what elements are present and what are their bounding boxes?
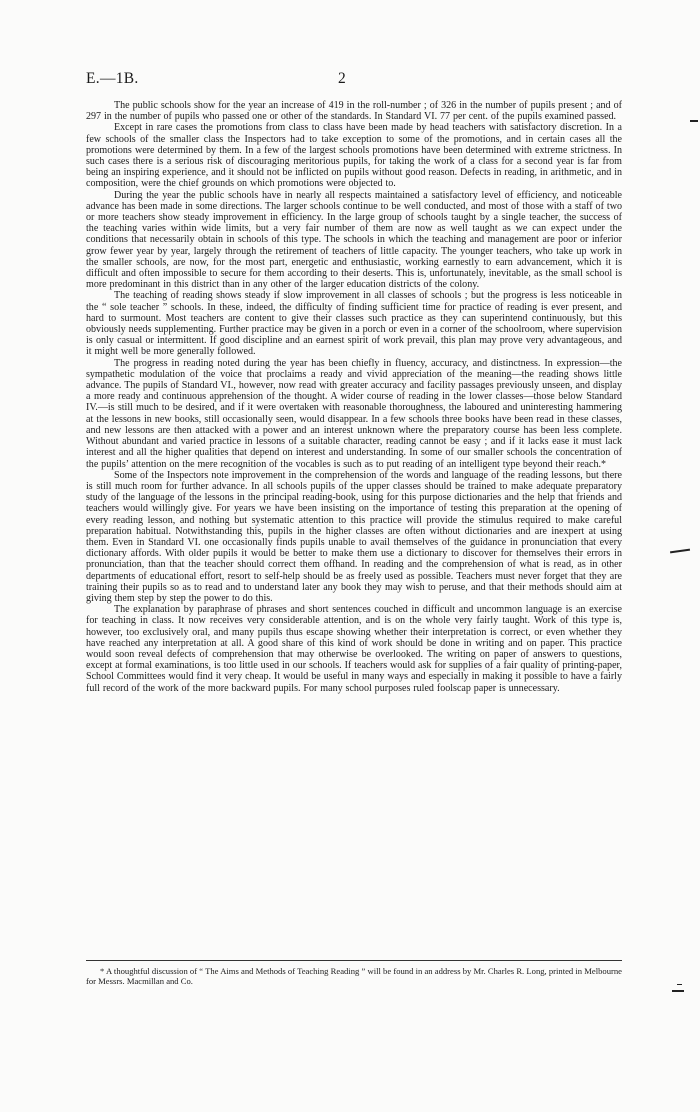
paragraph-promotions: Except in rare cases the promotions from class to class have been made by head teachers with satisfactory discretion. In a few schools of the smaller class the Inspectors had to take exception to some of the promotions, and in certain cases all the promotions were determined by them. In a few of the largest schools promotions have been determined with extreme strictness. In such cases there is a serious risk of discouraging meritorious pupils, for taking the work of a class for a second year is far from being an inspiring experience, and it should not be inflicted on pupils without good reason. Defects in reading, in arithmetic, and in composition, were the chief grounds on which promotions were objected to. — [86, 122, 623, 190]
margin-mark — [690, 120, 698, 122]
body-text — [86, 100, 622, 694]
footnote-divider — [86, 960, 622, 961]
paragraph-efficiency: During the year the public schools have in nearly all respects maintained a satisfactory level of efficiency, and noticeable advance has been made in some directions. The larger schools continue to be well conducted, and most of those with a staff of two or more teachers show steady improvement in efficiency. In the large group of schools taught by a single teacher, the success of the teaching varies within wide limits, but a very fair number of them are now as well taught as we can expect under the conditions that necessarily obtain in schools of this type. The schools in which the teaching and management are poor or inferior grow fewer year by year, largely through the retirement of teachers of little capacity. The younger teachers, who take up work in the smaller schools, are now, for the most part, energetic and enthusiastic, working earnestly to earn advancement, which it is difficult and often impossible to secure for them according to their deserts. This is, unfortunately, inevitable, as the small school is more predominant in this district than in any other of the larger education districts of the colony. — [86, 189, 622, 291]
paragraph-reading-progress: The progress in reading noted during the year has been chiefly in fluency, accuracy, and distinctness. In expression—the sympathetic modulation of the voice that proclaims a ready and vivid appreciation of the meaning—the reading shows little advance. The pupils of Standard VI., however, now read with greater accuracy and facility passages previously unseen, and display a more ready and continuous apprehension of the thought. A wider course of reading in the lower classes—those below Standard IV.—is still much to be desired, and if it were overtaken with reasonable thoroughness, the laboured and uninteresting hammering at the lessons in new books, still occasionally seen, would disappear. In a few schools three books have been read in these classes, and new lessons are then attacked with a power and an interest unknown where the preparatory course has been less complete. Without abundant and varied practice in lessons of a suitable character, reading cannot be easy ; and if it lacks ease it must lack interest and all the higher qualities that depend on interest and understanding. In some of our smaller schools the concentration of the pupils’ attention on the mere recognition of the vocables is such as to put reading of an intelligent type beyond their reach.* — [86, 357, 622, 470]
paragraph-paraphrase: The explanation by paraphrase of phrases and short sentences couched in difficult and uncommon language is an exercise for teaching in class. It now receives very considerable attention, and is on the whole very fairly taught. Work of this type is, however, too exclusively oral, and many pupils thus escape showing whether their interpretation is correct, or even whether they have reached any interpretation at all. A good share of this kind of work should be done in writing and on paper. This practice would soon reveal defects of comprehension that may otherwise be overlooked. The writing on paper of answers to questions, except at formal examinations, is too little used in our schools. If teachers would ask for supplies of a fair quality of printing-paper, School Committees would find it very cheap. It would be useful in many ways and especially in making it possible to have a fairly full record of the work of the more backward pupils. For many school purposes ruled foolscap paper is unnecessary. — [86, 604, 622, 694]
document-reference: E.—1B. — [86, 70, 139, 87]
footnote: * A thoughtful discussion of “ The Aims and Methods of Teaching Reading ” will be found in an address by Mr. Charles R. Long, printed in Melbourne for Messrs. Macmillan and Co. — [86, 966, 622, 987]
paragraph-teaching-of-reading: The teaching of reading shows steady if slow improvement in all classes of schools ; but the progress is less noticeable in the “ sole teacher ” schools. In these, indeed, the difficulty of finding sufficient time for practice of reading is ever present, and hard to surmount. Most teachers are content to give their classes such practice as they can superintend continuously, but this obviously needs supplementing. Further practice may be given in a porch or even in a corner of the schoolroom, where supervision is only casual or intermittent. If good discipline and an earnest spirit of work prevail, this plan may prove very advantageous, and it might well be more generally followed. — [86, 290, 622, 358]
paragraph-comprehension: Some of the Inspectors note improvement in the comprehension of the words and language of the reading lessons, but there is still much room for further advance. In all schools pupils of the upper classes should be trained to make adequate preparatory study of the language of the lessons in the principal reading-book, using for this purpose dictionaries and the help that friends and teachers would willingly give. For years we have been insisting on the importance of testing this preparation at the opening of every reading lesson, and nothing but systematic attention to this practice will provide the stimulus required to make careful preparation habitual. Notwithstanding this, pupils in the higher classes are often without dictionaries and are inexpert at using them. Even in Standard VI. one occasionally finds pupils unable to avail themselves of the guidance in pronunciation that every dictionary affords. With older pupils it would be better to make them use a dictionary to discover for themselves their errors in pronunciation, than that the teacher should correct them offhand. In reading and the comprehension of what is read, as in other departments of educational effort, resort to self-help should be as freely used as possible. Teachers must never forget that they are training their pupils so as to read and to understand later any book they may wish to peruse, and that their methods should aim at giving them step by step the power to do this. — [86, 469, 622, 604]
margin-mark — [670, 549, 690, 553]
margin-mark — [677, 984, 682, 985]
page-number: 2 — [338, 70, 346, 87]
paragraph-roll-number: The public schools show for the year an increase of 419 in the roll-number ; of 326 in the number of pupils present ; and of 297 in the number of pupils who passed one or other of the standards. In Standard VI. 77 per cent. of the pupils examined passed. — [86, 100, 622, 123]
margin-mark — [672, 990, 684, 992]
page-header — [86, 70, 616, 90]
